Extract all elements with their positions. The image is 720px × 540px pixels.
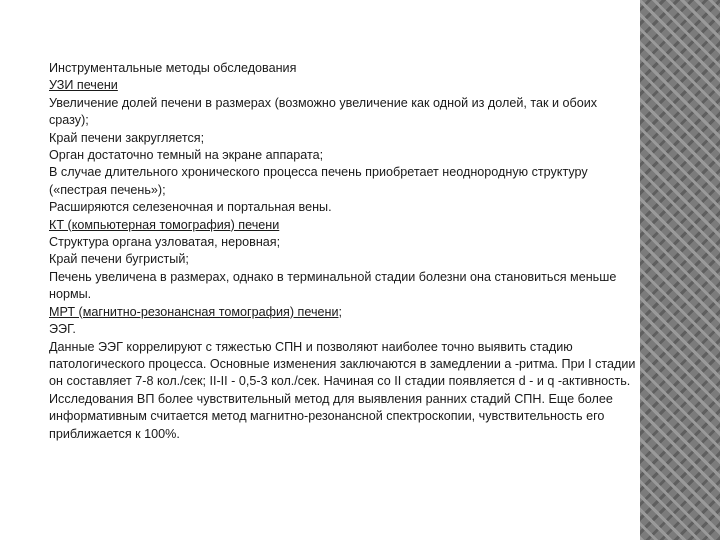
eeg-line: приближается к 100%. <box>49 426 180 441</box>
uzi-line: Расширяются селезеночная и портальная вены. <box>49 200 332 215</box>
uzi-heading-link[interactable]: УЗИ печени <box>49 78 118 93</box>
uzi-line: Орган достаточно темный на экране аппарата; <box>49 148 324 163</box>
mrt-heading-link[interactable]: МРТ (магнитно-резонансная томография) печени <box>49 304 339 319</box>
uzi-line: Увеличение долей печени в размерах (возможно увеличение как одной из долей, так и обоих <box>49 95 598 110</box>
slide-title: Инструментальные методы обследования <box>49 61 297 75</box>
eeg-line: Данные ЭЭГ коррелируют с тяжестью СПН и позволяют наиболее точно выявить стадию <box>49 339 573 354</box>
kt-line: Структура органа узловатая, неровная; <box>49 235 281 250</box>
mrt-heading-suffix: ; <box>338 304 342 319</box>
eeg-line: Исследования ВП более чувствительный метод для выявления ранних стадий СПН. Еще более <box>49 391 613 406</box>
decorative-pattern-strip <box>640 0 720 540</box>
uzi-line: В случае длительного хронического процесса печень приобретает неоднородную структуру <box>49 165 588 180</box>
eeg-line: он составляет 7-8 кол./сек; II-II - 0,5-3 кол./сек. Начиная со II стадии появляется d - и q -активность. <box>49 374 631 389</box>
eeg-line: патологического процесса. Основные изменения заключаются в замедлении а -ритма. При I стадии <box>49 356 636 371</box>
uzi-line: («пестрая печень»); <box>49 182 166 197</box>
kt-heading-link[interactable]: КТ (компьютерная томография) печени <box>49 217 280 232</box>
kt-line: Край печени бугристый; <box>49 252 189 267</box>
slide-content <box>49 60 649 443</box>
kt-line: Печень увеличена в размерах, однако в терминальной стадии болезни она становиться меньше <box>49 269 617 284</box>
kt-line: нормы. <box>49 287 92 302</box>
uzi-line: сразу); <box>49 113 89 128</box>
uzi-line: Край печени закругляется; <box>49 130 205 145</box>
eeg-heading: ЭЭГ. <box>49 322 76 337</box>
eeg-line: информативным считается метод магнитно-резонансной спектроскопии, чувствительность его <box>49 409 605 424</box>
